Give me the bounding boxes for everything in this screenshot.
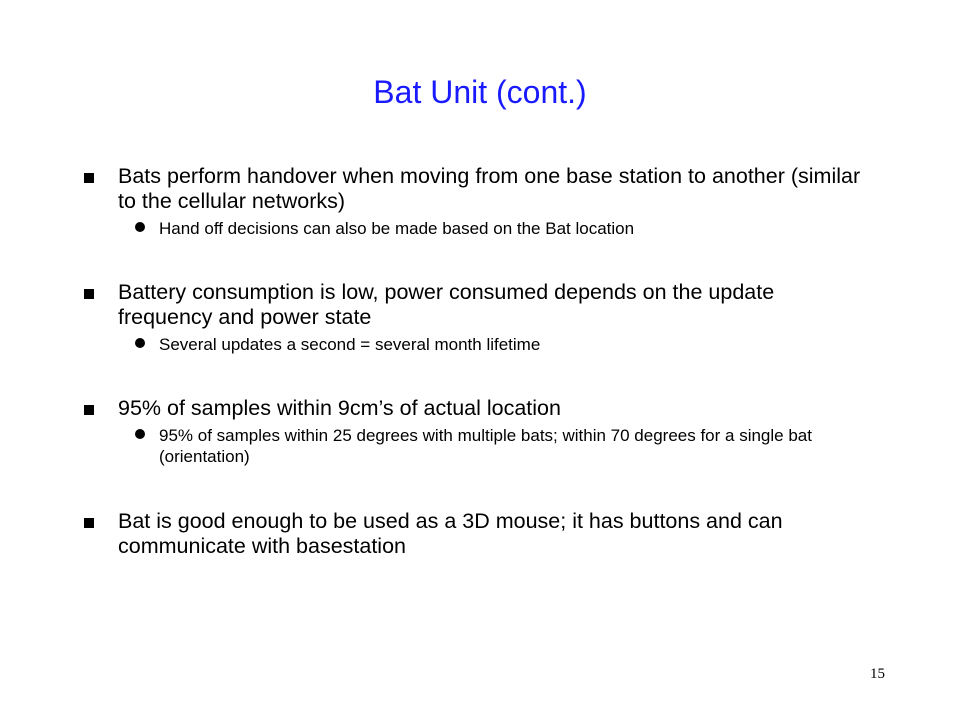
round-bullet-icon bbox=[135, 222, 145, 232]
round-bullet-icon bbox=[135, 338, 145, 348]
page-number: 15 bbox=[870, 666, 885, 682]
bullet-item bbox=[84, 396, 864, 467]
square-bullet-icon bbox=[84, 289, 94, 299]
bullet-level1 bbox=[84, 396, 864, 421]
bullet-level2 bbox=[84, 334, 864, 355]
bullet-level1 bbox=[84, 509, 864, 559]
slide-title: Bat Unit (cont.) bbox=[373, 74, 587, 110]
bullet-text: Battery consumption is low, power consumed depends on the update frequency and power state bbox=[118, 280, 775, 329]
sub-bullet-text: 95% of samples within 25 degrees with multiple bats; within 70 degrees for a single bat (orientation) bbox=[159, 426, 812, 466]
bullet-text: Bats perform handover when moving from one base station to another (similar to the cellular networks) bbox=[118, 164, 861, 213]
round-bullet-icon bbox=[135, 429, 145, 439]
bullet-text: Bat is good enough to be used as a 3D mouse; it has buttons and can communicate with basestation bbox=[118, 509, 783, 558]
bullet-level2 bbox=[84, 218, 864, 239]
bullet-level1 bbox=[84, 280, 864, 330]
sub-bullet-text: Hand off decisions can also be made based on the Bat location bbox=[159, 219, 635, 238]
bullet-list bbox=[84, 164, 864, 581]
square-bullet-icon bbox=[84, 173, 94, 183]
bullet-item bbox=[84, 280, 864, 355]
bullet-text: 95% of samples within 9cm’s of actual location bbox=[118, 396, 561, 420]
bullet-item bbox=[84, 509, 864, 559]
bullet-level2 bbox=[84, 425, 864, 467]
sub-bullet-text: Several updates a second = several month lifetime bbox=[159, 335, 541, 354]
bullet-item bbox=[84, 164, 864, 239]
square-bullet-icon bbox=[84, 405, 94, 415]
square-bullet-icon bbox=[84, 518, 94, 528]
bullet-level1 bbox=[84, 164, 864, 214]
